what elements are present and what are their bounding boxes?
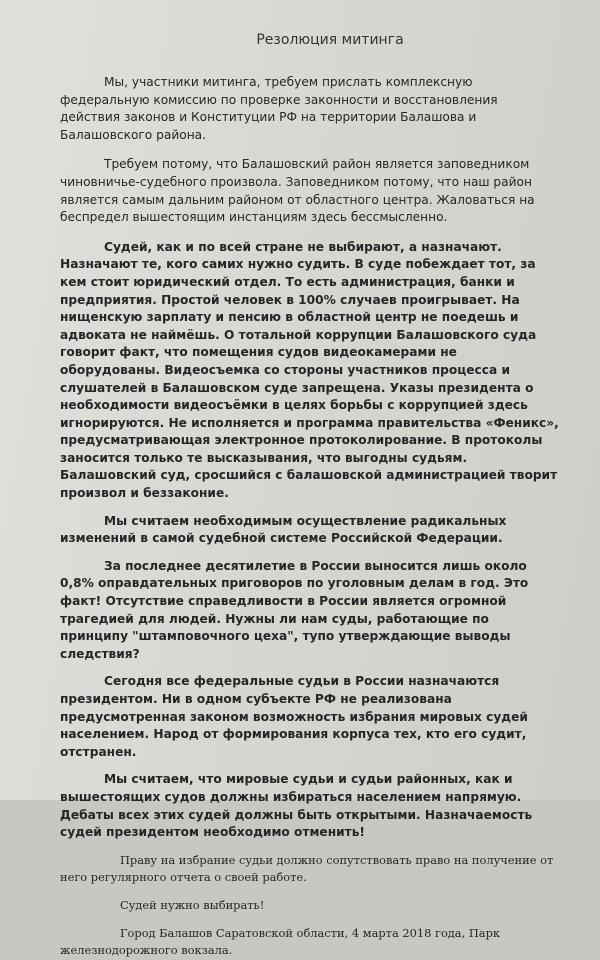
paragraph-reason: Требуем потому, что Балашовский район является заповедником чиновничье-судебного произвола. Заповедником потому, что наш район является самым дальним районом от областного центра. Жаловаться на беспредел вышестоящим инстанциям здесь бессмысленно. [60,157,535,225]
paragraph-federal-judges: Сегодня все федеральные судьи в России назначаются президентом. Ни в одном субъекте РФ не реализована предусмотренная законом возможность избрания мировых судей населением. Народ от формирования корпуса тех, кто его судит, отстранен. [60,674,528,759]
paragraph-report-right: Праву на избрание судьи должно сопутствовать право на получение от него регулярного отчета о своей работе. [60,852,554,885]
paragraph-acquittals: За последнее десятилетие в России выносится лишь около 0,8% оправдательных приговоров по уголовным делам в год. Это факт! Отсутствие справедливости в России является огромной трагедией для людей. Нужны ли нам суды, работающие по принципу "штамповочного цеха", тупо утверждающие выводы следствия? [60,558,529,661]
paragraph-place-date: Город Балашов Саратовской области, 4 марта 2018 года, Парк железнодорожного вокзала. [60,925,500,958]
document-title: Резолюция митинга [256,32,404,48]
paragraph-elect-judges: Судей нужно выбирать! [120,897,265,912]
paragraph-radical-changes: Мы считаем необходимым осуществление радикальных изменений в самой судебной системе Российской Федерации. [60,513,507,546]
paragraph-demand-commission: Мы, участники митинга, требуем прислать комплексную федеральную комиссию по проверке законности и восстановления действия законов и Конституции РФ на территории Балашова и Балашовского района. [60,75,498,142]
paragraph-elected-judges: Мы считаем, что мировые судьи и судьи районных, как и вышестоящих судов должны избираться населением напрямую. Дебаты всех этих судей должны быть открытыми. Назначаемость судей президентом необходимо отменить! [60,772,533,840]
paragraph-judges-appointed: Судей, как и по всей стране не выбирают, а назначают. Назначают те, кого самих нужно судить. В суде побеждает тот, за кем стоит юридический отдел. То есть администрация, банки и предприятия. Простой человек в 100% случаев проигрывает. На нищенскую зарплату и пенсию в областной центр не поедешь и адвоката не наймёшь. О тотальной коррупции Балашовского суда говорит факт, что помещения судов видеокамерами не оборудованы. Видеосъемка со стороны участников процесса и слушателей в Балашовском суде запрещена. Указы президента о необходимости видеосъёмки в целях борьбы с коррупцией здесь игнорируются. Не исполняется и программа правительства «Феникс», предусматривающая электронное протоколирование. В протоколы заносится только те высказывания, что выгодны судьям. Балашовский суд, сросшийся с балашовской администрацией творит произвол и беззаконие. [60,239,559,501]
